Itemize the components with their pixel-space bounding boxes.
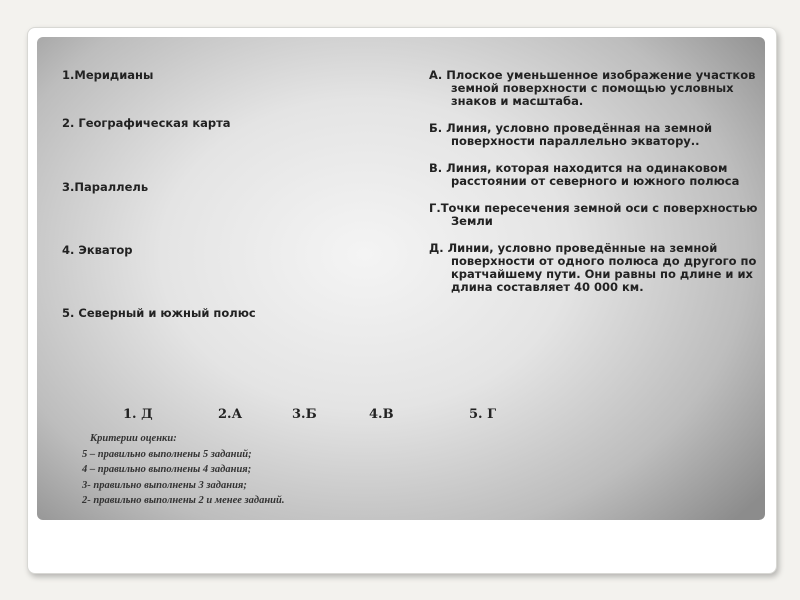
definition-g: Г.Точки пересечения земной оси с поверхностью Земли xyxy=(429,201,758,228)
grading-criteria xyxy=(82,431,284,509)
answer-1: 1. Д xyxy=(123,407,153,422)
term-3: 3.Параллель xyxy=(62,180,149,194)
term-4: 4. Экватор xyxy=(62,243,133,257)
criteria-line: 5 – правильно выполнены 5 заданий; xyxy=(82,448,252,460)
definitions-list xyxy=(429,69,764,308)
criteria-line: 3- правильно выполнены 3 задания; xyxy=(82,479,247,491)
criteria-line: 4 – правильно выполнены 4 задания; xyxy=(82,464,252,475)
term-2: 2. Географическая карта xyxy=(62,116,231,130)
definition-d: Д. Линии, условно проведённые на земной поверхности от одного полюса до другого по кратчайшему пути. Они равны по длине и их длина составляет 40 000 км. xyxy=(429,241,757,294)
criteria-title: Критерии оценки: xyxy=(90,433,177,444)
term-5: 5. Северный и южный полюс xyxy=(62,306,256,320)
term-1: 1.Меридианы xyxy=(62,68,154,82)
answer-2: 2.А xyxy=(218,407,243,422)
answer-4: 4.В xyxy=(369,407,394,422)
answer-3: 3.Б xyxy=(292,407,317,422)
definition-v: В. Линия, которая находится на одинаковом расстоянии от северного и южного полюса xyxy=(429,161,740,188)
definition-a: А. Плоское уменьшенное изображение участков земной поверхности с помощью условных знаков и масштаба. xyxy=(429,68,756,108)
answer-5: 5. Г xyxy=(469,407,497,422)
definition-b: Б. Линия, условно проведённая на земной поверхности параллельно экватору.. xyxy=(429,121,713,148)
criteria-line: 2- правильно выполнены 2 и менее заданий. xyxy=(82,495,285,506)
